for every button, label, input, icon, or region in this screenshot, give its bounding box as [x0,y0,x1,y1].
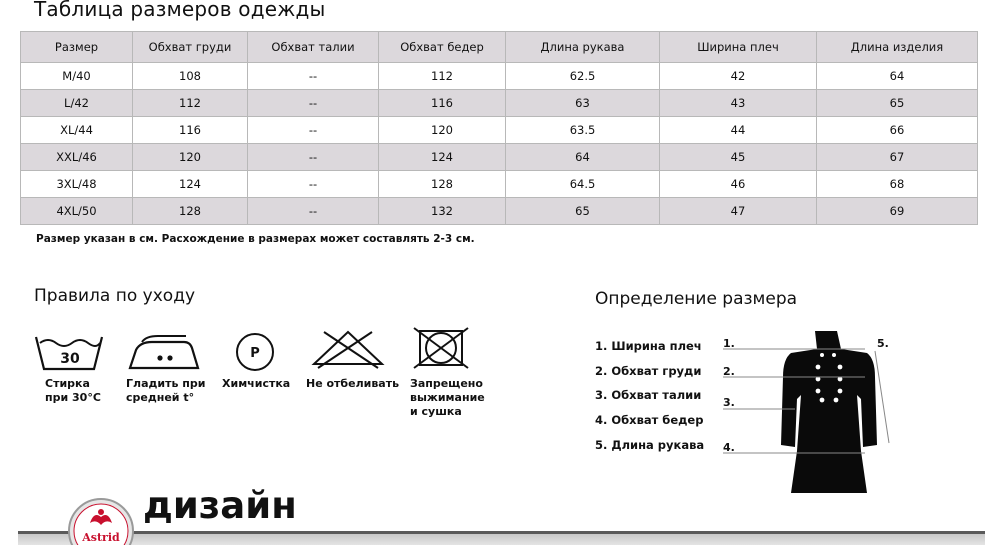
measure-item-chest: 2. Обхват груди [595,364,702,378]
marker-2: 2. [723,365,735,378]
measure-item-waist: 3. Обхват талии [595,388,702,402]
table-cell: 124 [133,171,248,198]
table-cell: -- [248,90,379,117]
table-row [21,171,978,198]
table-cell: 65 [817,90,978,117]
table-cell: 132 [379,198,506,225]
table-cell: 68 [817,171,978,198]
table-cell: 66 [817,117,978,144]
header-hips: Обхват бедер [379,32,506,63]
no-bleach-icon [310,328,386,370]
logo-text: Astrid [82,531,120,544]
table-cell: 69 [817,198,978,225]
marker-3: 3. [723,396,735,409]
marker-1: 1. [723,337,735,350]
table-cell: 3XL/48 [21,171,133,198]
page-title: Таблица размеров одежды [34,0,326,21]
measure-title: Определение размера [595,289,798,309]
care-title: Правила по уходу [34,286,196,306]
footer-bar [18,531,985,545]
header-shoulders: Ширина плеч [660,32,817,63]
table-cell: 124 [379,144,506,171]
table-cell: XXL/46 [21,144,133,171]
care-label-dryclean: Химчистка [222,377,291,390]
header-size: Размер [21,32,133,63]
table-cell: 112 [133,90,248,117]
wash-temperature: 30 [60,351,80,367]
iron-medium-icon [128,334,202,370]
header-chest: Обхват груди [133,32,248,63]
dry-clean-p-icon [234,332,276,372]
table-cell: 43 [660,90,817,117]
table-cell: 108 [133,63,248,90]
table-cell: 128 [379,171,506,198]
care-label-wring: Запрещено выжимание и сушка [410,377,485,418]
coat-icon [781,331,877,493]
table-cell: 120 [133,144,248,171]
brand-word: дизайн [143,484,297,527]
brand-logo [66,497,136,545]
marker-5: 5. [877,337,889,350]
measure-item-shoulders: 1. Ширина плеч [595,339,702,353]
no-wring-dry-icon [411,326,471,370]
table-cell: 44 [660,117,817,144]
coat-diagram [715,325,900,500]
table-cell: 112 [379,63,506,90]
table-cell: 120 [379,117,506,144]
table-cell: M/40 [21,63,133,90]
measure-item-sleeve: 5. Длина рукава [595,438,705,452]
table-cell: -- [248,117,379,144]
table-cell: 63 [506,90,660,117]
table-cell: 62.5 [506,63,660,90]
table-cell: 64 [817,63,978,90]
table-row [21,63,978,90]
table-cell: L/42 [21,90,133,117]
size-note: Размер указан в см. Расхождение в размерах может составлять 2-3 см. [36,233,475,245]
table-header-row [21,32,978,63]
marker-4: 4. [723,441,735,454]
table-row [21,198,978,225]
table-cell: 4XL/50 [21,198,133,225]
table-row [21,90,978,117]
table-cell: 47 [660,198,817,225]
header-length: Длина изделия [817,32,978,63]
table-cell: -- [248,144,379,171]
table-cell: 65 [506,198,660,225]
wash-30-icon [34,333,106,373]
table-cell: 116 [133,117,248,144]
table-cell: XL/44 [21,117,133,144]
table-row [21,117,978,144]
table-cell: 63.5 [506,117,660,144]
table-cell: 64.5 [506,171,660,198]
header-sleeve: Длина рукава [506,32,660,63]
size-table [20,31,978,225]
measure-item-hips: 4. Обхват бедер [595,413,704,427]
table-cell: 116 [379,90,506,117]
care-label-wash: Стирка при 30°С [45,377,101,404]
care-label-iron: Гладить при средней t° [126,377,206,404]
table-cell: -- [248,63,379,90]
svg-text:Р: Р [250,346,260,361]
table-cell: 128 [133,198,248,225]
table-cell: -- [248,198,379,225]
table-cell: -- [248,171,379,198]
table-cell: 42 [660,63,817,90]
table-cell: 45 [660,144,817,171]
table-cell: 64 [506,144,660,171]
table-cell: 67 [817,144,978,171]
header-waist: Обхват талии [248,32,379,63]
care-label-bleach: Не отбеливать [306,377,400,390]
table-cell: 46 [660,171,817,198]
table-row [21,144,978,171]
